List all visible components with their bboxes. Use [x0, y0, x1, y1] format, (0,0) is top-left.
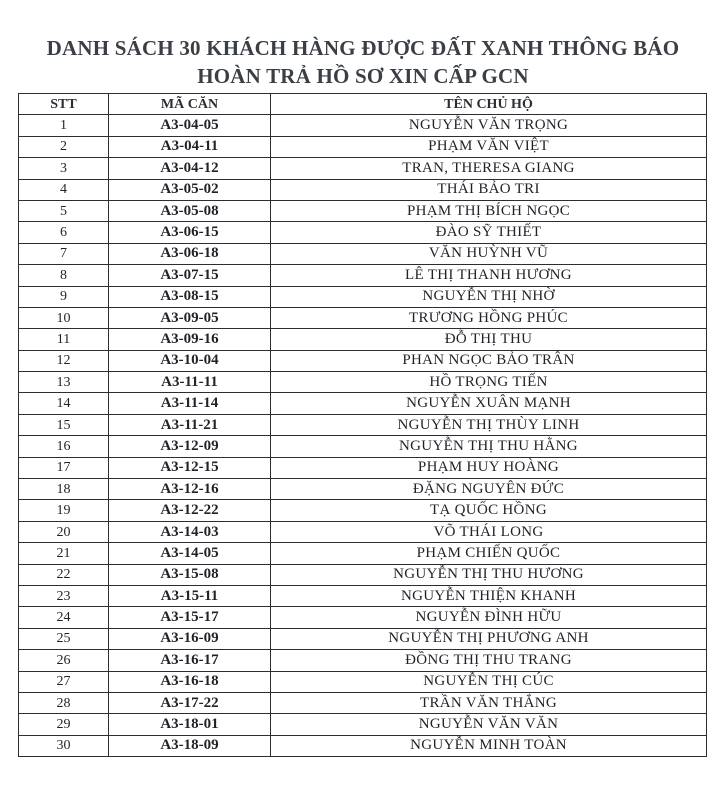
stt-cell: 2	[19, 136, 109, 157]
stt-cell: 8	[19, 265, 109, 286]
stt-cell: 23	[19, 585, 109, 606]
table-row	[19, 222, 707, 243]
ma-can-cell: A3-12-16	[109, 479, 271, 500]
table-row	[19, 158, 707, 179]
stt-cell: 6	[19, 222, 109, 243]
stt-cell: 29	[19, 714, 109, 735]
stt-cell: 24	[19, 607, 109, 628]
stt-cell: 3	[19, 158, 109, 179]
ma-can-cell: A3-04-12	[109, 158, 271, 179]
stt-cell: 20	[19, 521, 109, 542]
table-row	[19, 564, 707, 585]
ten-chu-ho-cell: ĐẶNG NGUYÊN ĐỨC	[271, 479, 707, 500]
title-line-2: HOÀN TRẢ HỒ SƠ XIN CẤP GCN	[197, 64, 529, 88]
ma-can-cell: A3-11-21	[109, 414, 271, 435]
table-row	[19, 307, 707, 328]
table-row	[19, 136, 707, 157]
ma-can-cell: A3-14-05	[109, 543, 271, 564]
customer-table	[18, 93, 707, 757]
title-line-1: DANH SÁCH 30 KHÁCH HÀNG ĐƯỢC ĐẤT XANH THÔNG BÁO	[46, 36, 680, 60]
ma-can-cell: A3-04-11	[109, 136, 271, 157]
table-row	[19, 350, 707, 371]
table-row	[19, 200, 707, 221]
ten-chu-ho-cell: HỒ TRỌNG TIẾN	[271, 372, 707, 393]
ten-chu-ho-cell: PHAN NGỌC BẢO TRÂN	[271, 350, 707, 371]
document-title	[0, 34, 726, 90]
ma-can-cell: A3-08-15	[109, 286, 271, 307]
table-row	[19, 543, 707, 564]
table-row	[19, 243, 707, 264]
stt-cell: 1	[19, 115, 109, 136]
table-row	[19, 735, 707, 756]
header-stt: STT	[19, 94, 109, 115]
table-row	[19, 436, 707, 457]
table-row	[19, 179, 707, 200]
table-row	[19, 671, 707, 692]
table-row	[19, 479, 707, 500]
table-row	[19, 457, 707, 478]
ma-can-cell: A3-14-03	[109, 521, 271, 542]
ten-chu-ho-cell: VÕ THÁI LONG	[271, 521, 707, 542]
ma-can-cell: A3-15-11	[109, 585, 271, 606]
table-row	[19, 414, 707, 435]
ma-can-cell: A3-05-02	[109, 179, 271, 200]
table-row	[19, 329, 707, 350]
table-header-row	[19, 94, 707, 115]
stt-cell: 14	[19, 393, 109, 414]
ten-chu-ho-cell: NGUYỄN ĐÌNH HỮU	[271, 607, 707, 628]
ma-can-cell: A3-12-22	[109, 500, 271, 521]
stt-cell: 30	[19, 735, 109, 756]
ma-can-cell: A3-15-08	[109, 564, 271, 585]
ten-chu-ho-cell: TẠ QUỐC HỒNG	[271, 500, 707, 521]
table-row	[19, 500, 707, 521]
ten-chu-ho-cell: PHẠM HUY HOÀNG	[271, 457, 707, 478]
table-row	[19, 265, 707, 286]
ma-can-cell: A3-09-05	[109, 307, 271, 328]
ma-can-cell: A3-04-05	[109, 115, 271, 136]
stt-cell: 18	[19, 479, 109, 500]
table-row	[19, 628, 707, 649]
ten-chu-ho-cell: NGUYỄN THỊ THU HƯƠNG	[271, 564, 707, 585]
stt-cell: 25	[19, 628, 109, 649]
ten-chu-ho-cell: NGUYỄN THỊ NHỜ	[271, 286, 707, 307]
ten-chu-ho-cell: NGUYỄN VĂN TRỌNG	[271, 115, 707, 136]
header-ten-chu-ho: TÊN CHỦ HỘ	[271, 94, 707, 115]
stt-cell: 13	[19, 372, 109, 393]
stt-cell: 16	[19, 436, 109, 457]
ma-can-cell: A3-18-01	[109, 714, 271, 735]
ten-chu-ho-cell: THÁI BẢO TRI	[271, 179, 707, 200]
table-row	[19, 650, 707, 671]
ma-can-cell: A3-18-09	[109, 735, 271, 756]
ma-can-cell: A3-06-15	[109, 222, 271, 243]
ma-can-cell: A3-16-17	[109, 650, 271, 671]
stt-cell: 28	[19, 692, 109, 713]
ten-chu-ho-cell: ĐỖ THỊ THU	[271, 329, 707, 350]
ten-chu-ho-cell: PHẠM VĂN VIỆT	[271, 136, 707, 157]
ten-chu-ho-cell: ĐỒNG THỊ THU TRANG	[271, 650, 707, 671]
ten-chu-ho-cell: PHẠM CHIẾN QUỐC	[271, 543, 707, 564]
ten-chu-ho-cell: NGUYỄN THIỆN KHANH	[271, 585, 707, 606]
ma-can-cell: A3-11-14	[109, 393, 271, 414]
stt-cell: 22	[19, 564, 109, 585]
ten-chu-ho-cell: ĐÀO SỸ THIẾT	[271, 222, 707, 243]
ma-can-cell: A3-12-15	[109, 457, 271, 478]
table-row	[19, 393, 707, 414]
ma-can-cell: A3-09-16	[109, 329, 271, 350]
ma-can-cell: A3-05-08	[109, 200, 271, 221]
ten-chu-ho-cell: TRAN, THERESA GIANG	[271, 158, 707, 179]
stt-cell: 26	[19, 650, 109, 671]
table-row	[19, 115, 707, 136]
table-row	[19, 286, 707, 307]
stt-cell: 19	[19, 500, 109, 521]
stt-cell: 11	[19, 329, 109, 350]
ten-chu-ho-cell: TRƯƠNG HỒNG PHÚC	[271, 307, 707, 328]
stt-cell: 10	[19, 307, 109, 328]
ma-can-cell: A3-10-04	[109, 350, 271, 371]
ten-chu-ho-cell: VĂN HUỲNH VŨ	[271, 243, 707, 264]
stt-cell: 17	[19, 457, 109, 478]
ma-can-cell: A3-16-18	[109, 671, 271, 692]
ma-can-cell: A3-17-22	[109, 692, 271, 713]
stt-cell: 27	[19, 671, 109, 692]
ten-chu-ho-cell: NGUYỄN THỊ THU HẰNG	[271, 436, 707, 457]
table-row	[19, 521, 707, 542]
header-ma-can: MÃ CĂN	[109, 94, 271, 115]
ten-chu-ho-cell: NGUYỄN THỊ PHƯƠNG ANH	[271, 628, 707, 649]
stt-cell: 12	[19, 350, 109, 371]
ma-can-cell: A3-11-11	[109, 372, 271, 393]
table-row	[19, 692, 707, 713]
table-row	[19, 714, 707, 735]
stt-cell: 7	[19, 243, 109, 264]
table-row	[19, 372, 707, 393]
ma-can-cell: A3-07-15	[109, 265, 271, 286]
table-body	[19, 115, 707, 757]
table-row	[19, 607, 707, 628]
ma-can-cell: A3-15-17	[109, 607, 271, 628]
ten-chu-ho-cell: NGUYỄN VĂN VĂN	[271, 714, 707, 735]
ten-chu-ho-cell: LÊ THỊ THANH HƯƠNG	[271, 265, 707, 286]
ten-chu-ho-cell: NGUYỄN XUÂN MẠNH	[271, 393, 707, 414]
ten-chu-ho-cell: TRẦN VĂN THẮNG	[271, 692, 707, 713]
table-row	[19, 585, 707, 606]
stt-cell: 15	[19, 414, 109, 435]
ten-chu-ho-cell: NGUYỄN THỊ THÙY LINH	[271, 414, 707, 435]
ma-can-cell: A3-06-18	[109, 243, 271, 264]
ten-chu-ho-cell: NGUYỄN MINH TOÀN	[271, 735, 707, 756]
stt-cell: 21	[19, 543, 109, 564]
stt-cell: 4	[19, 179, 109, 200]
stt-cell: 9	[19, 286, 109, 307]
ma-can-cell: A3-12-09	[109, 436, 271, 457]
ten-chu-ho-cell: PHẠM THỊ BÍCH NGỌC	[271, 200, 707, 221]
ma-can-cell: A3-16-09	[109, 628, 271, 649]
stt-cell: 5	[19, 200, 109, 221]
ten-chu-ho-cell: NGUYỄN THỊ CÚC	[271, 671, 707, 692]
